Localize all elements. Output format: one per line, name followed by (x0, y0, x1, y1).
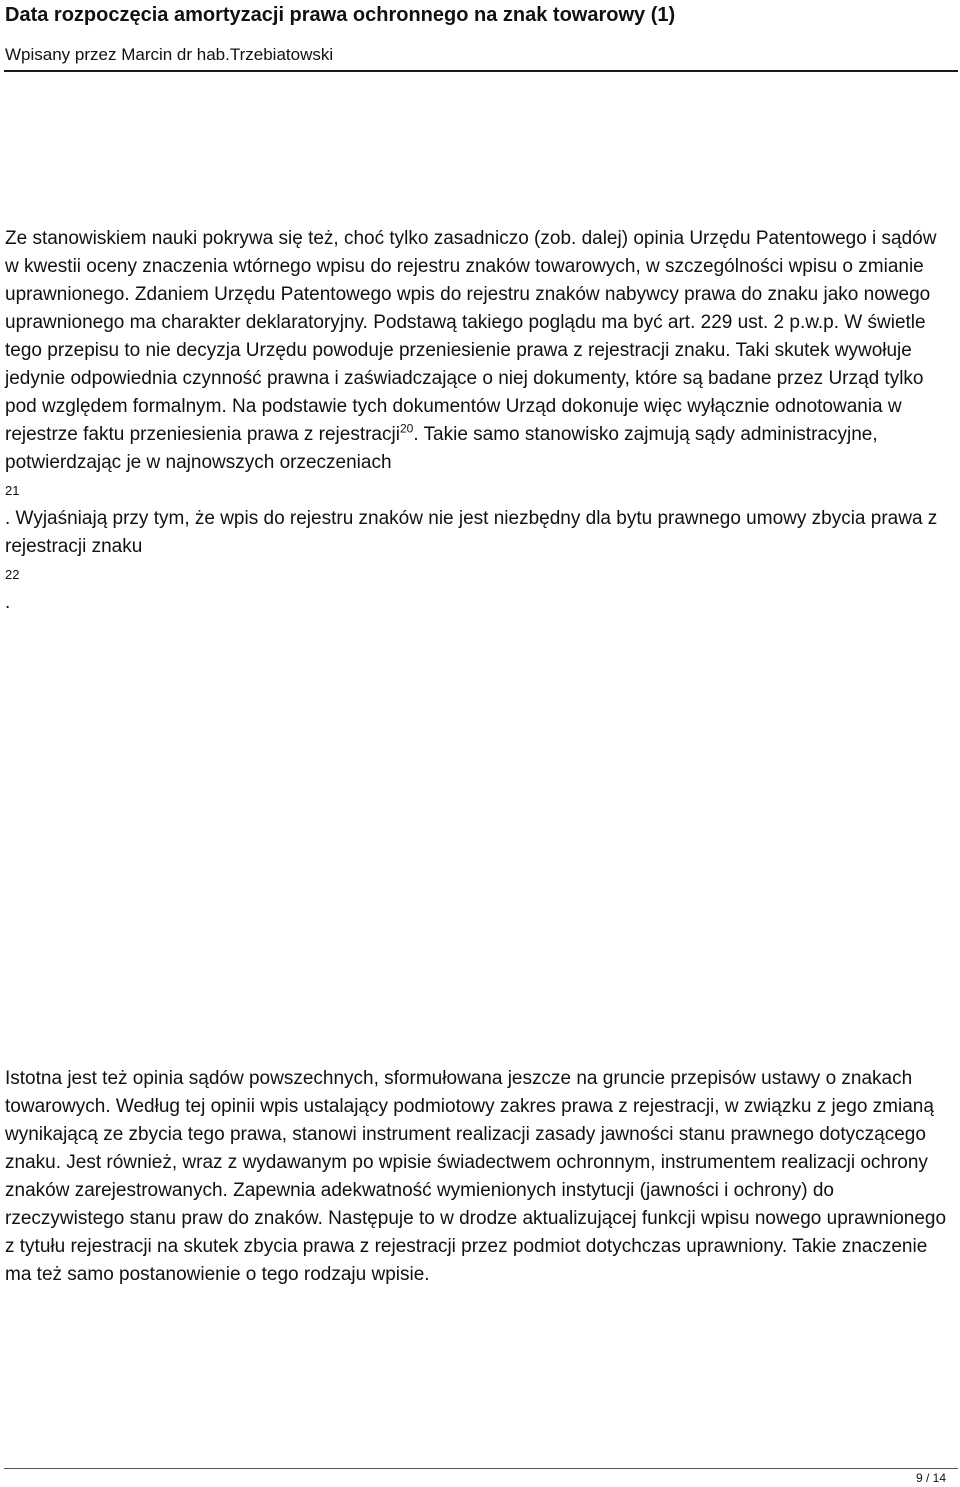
footnote-ref-21: 21 (5, 483, 20, 498)
page-number: 9 / 14 (915, 1471, 946, 1485)
paragraph-1-text-a: Ze stanowiskiem nauki pokrywa się też, choć tylko zasadniczo (zob. dalej) opinia Urzędu Patentowego i sądów w kwestii oceny znaczenia wtórnego wpisu do rejestru znaków towarowych, w szczególności wpisu o zmianie uprawnionego. Zdaniem Urzędu Patentowego wpis do rejestru znaków nabywcy prawa do znaku jako nowego uprawnionego ma charakter deklaratoryjny. Podstawą takiego poglądu ma być art. 229 ust. 2 p.w.p. W świetle tego przepisu to nie decyzja Urzędu powoduje przeniesienie prawa z rejestracji znaku. Taki skutek wywołuje jedynie odpowiednia czynność prawna i zaświadczające o niej dokumenty, które są badane przez Urząd tylko pod względem formalnym. Na podstawie tych dokumentów Urząd dokonuje więc wyłącznie odnotowania w rejestrze faktu przeniesienia prawa z rejestracji (5, 228, 937, 445)
document-title: Data rozpoczęcia amortyzacji prawa ochronnego na znak towarowy (1) (5, 4, 676, 26)
footnote-ref-22: 22 (5, 567, 20, 582)
paragraph-1 (5, 225, 955, 617)
document-author: Wpisany przez Marcin dr hab.Trzebiatowski (5, 45, 334, 64)
footnote-ref-20: 20 (399, 421, 414, 436)
footer-divider (4, 1468, 958, 1469)
header-divider (4, 70, 958, 72)
paragraph-1-text-b: . Takie samo stanowisko zajmują sądy administracyjne, potwierdzając je w najnowszych orzeczeniach (5, 424, 878, 473)
paragraph-1-text-c: . Wyjaśniają przy tym, że wpis do rejestru znaków nie jest niezbędny dla bytu prawnego umowy zbycia prawa z rejestracji znaku (5, 508, 938, 557)
paragraph-1-text-d: . (5, 592, 11, 613)
paragraph-2: Istotna jest też opinia sądów powszechnych, sformułowana jeszcze na gruncie przepisów ustawy o znakach towarowych. Według tej opinii wpis ustalający podmiotowy zakres prawa z rejestracji, w związku z jego zmianą wynikającą ze zbycia tego prawa, stanowi instrument realizacji zasady jawności stanu prawnego dotyczącego znaku. Jest również, wraz z wydawanym po wpisie świadectwem ochronnym, instrumentem realizacji ochrony znaków zarejestrowanych. Zapewnia adekwatność wymienionych instytucji (jawności i ochrony) do rzeczywistego stanu praw do znaków. Następuje to w drodze aktualizującej funkcji wpisu nowego uprawnionego z tytułu rejestracji na skutek zbycia prawa z rejestracji przez podmiot dotychczas uprawniony. Takie znaczenie ma też samo postanowienie o tego rodzaju wpisie. (5, 1068, 947, 1285)
